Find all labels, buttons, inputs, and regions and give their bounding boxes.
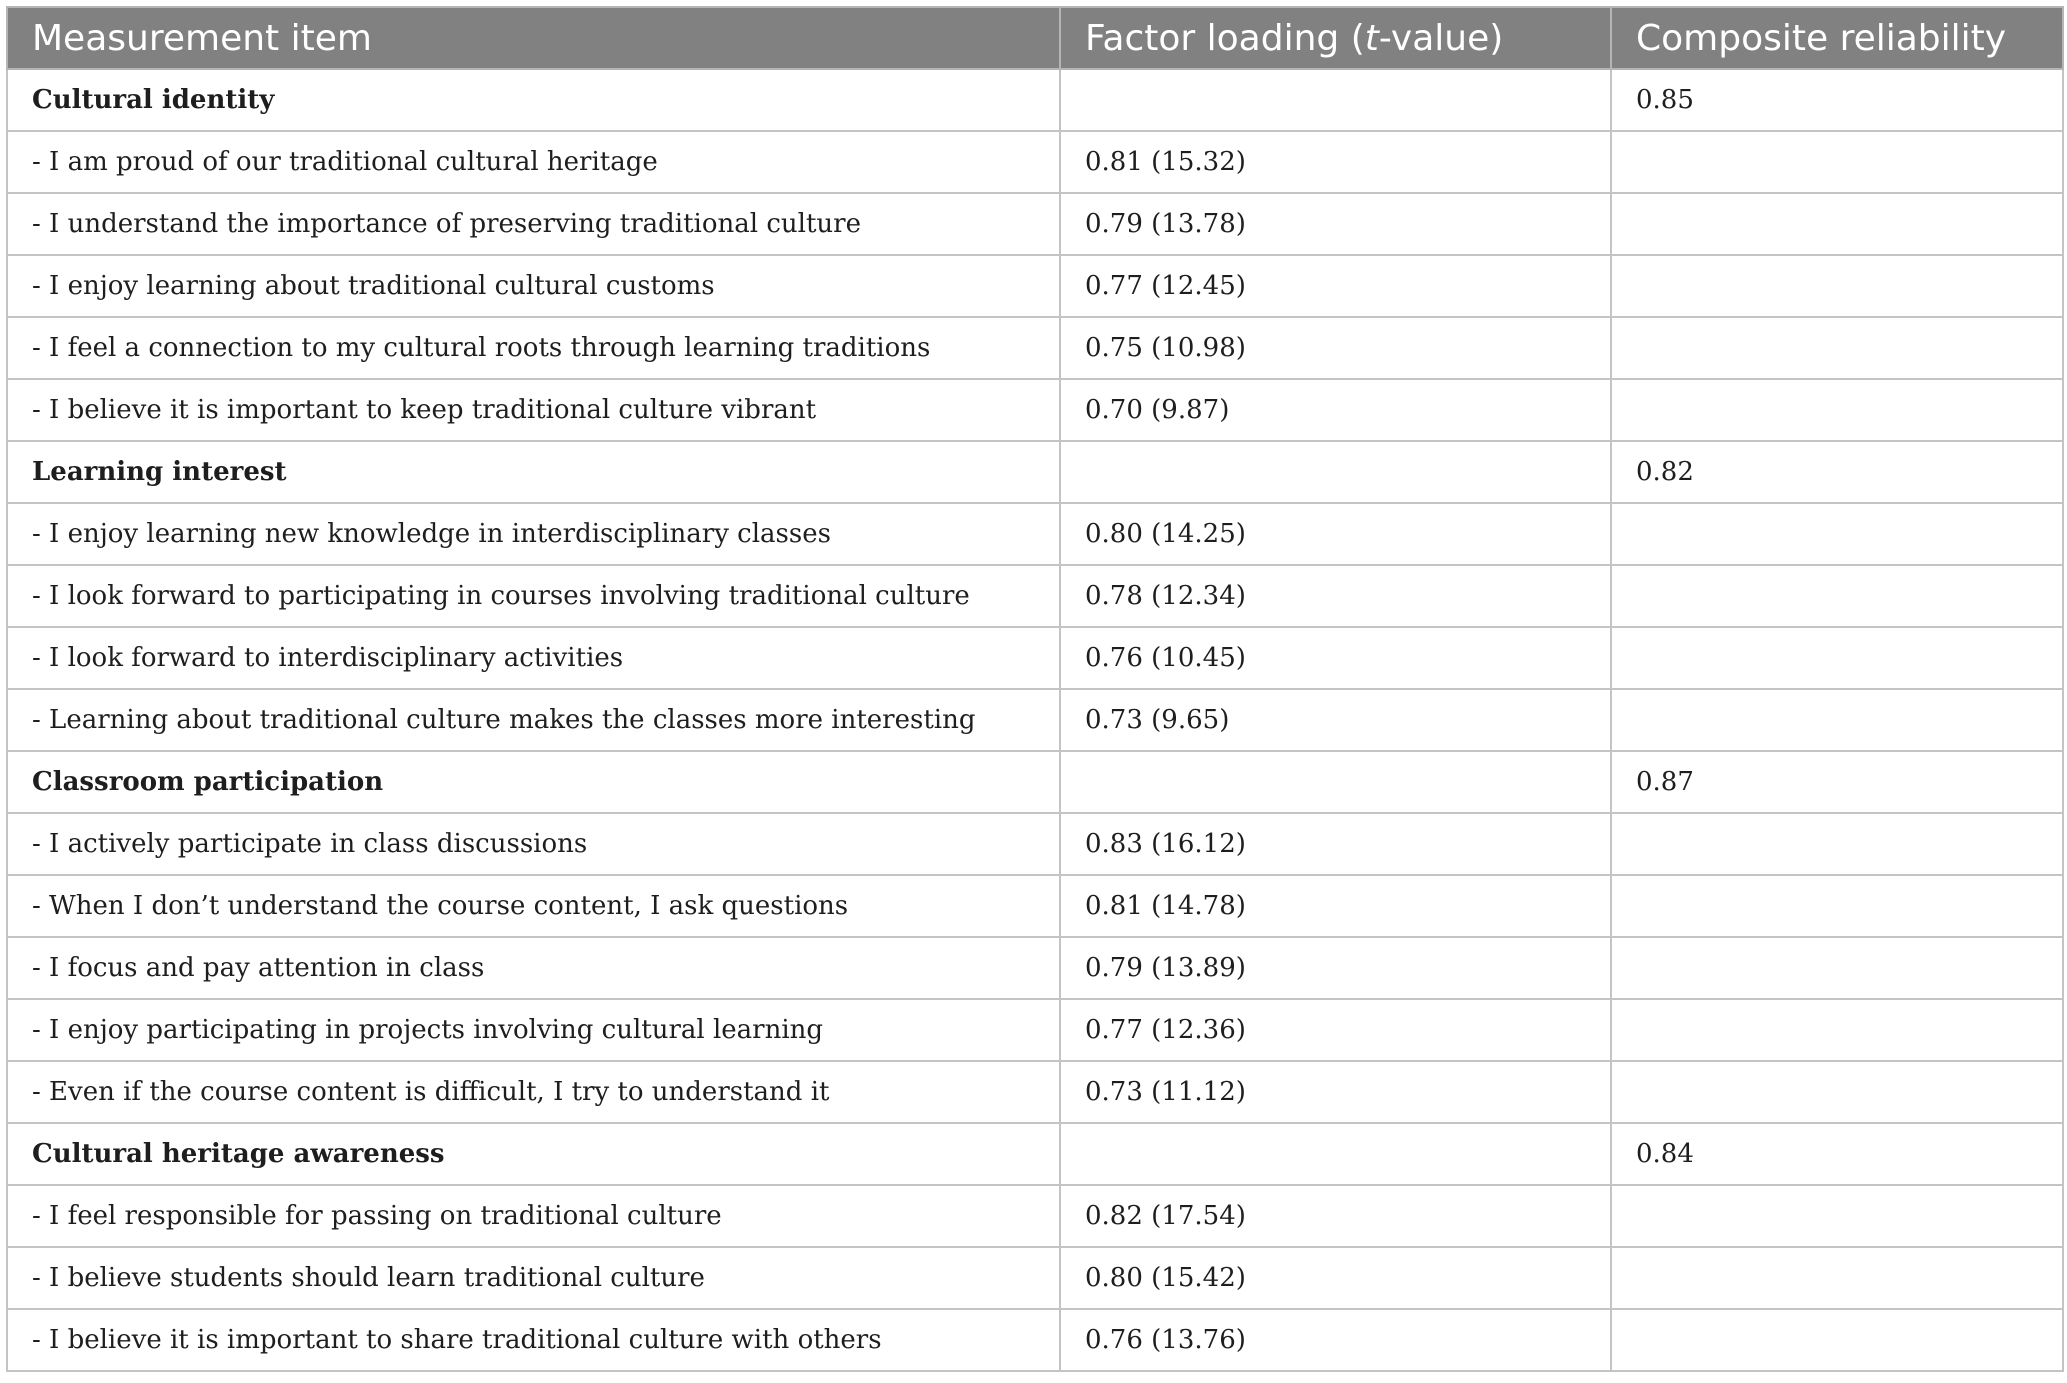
composite-reliability-cell: 0.84 xyxy=(1611,1123,2063,1185)
measurement-item-cell: - I feel responsible for passing on traditional culture xyxy=(7,1185,1060,1247)
measurement-item-cell: - I look forward to participating in courses involving traditional culture xyxy=(7,565,1060,627)
factor-loading-cell: 0.80 (15.42) xyxy=(1060,1247,1611,1309)
factor-loading-cell: 0.80 (14.25) xyxy=(1060,503,1611,565)
table-row xyxy=(7,689,2063,751)
table-row xyxy=(7,751,2063,813)
table-row xyxy=(7,999,2063,1061)
measurement-item-cell: - I believe it is important to keep traditional culture vibrant xyxy=(7,379,1060,441)
measurement-item-cell: - I understand the importance of preserving traditional culture xyxy=(7,193,1060,255)
factor-loading-cell: 0.77 (12.45) xyxy=(1060,255,1611,317)
factor-loading-cell: 0.81 (15.32) xyxy=(1060,131,1611,193)
composite-reliability-cell xyxy=(1611,813,2063,875)
measurement-item-cell: - I believe it is important to share traditional culture with others xyxy=(7,1309,1060,1371)
table-body xyxy=(7,69,2063,1371)
measurement-item-cell: - I look forward to interdisciplinary activities xyxy=(7,627,1060,689)
measurement-item-cell: - I enjoy participating in projects involving cultural learning xyxy=(7,999,1060,1061)
table-row xyxy=(7,1061,2063,1123)
measurement-item-cell: Cultural identity xyxy=(7,69,1060,131)
composite-reliability-cell xyxy=(1611,1061,2063,1123)
composite-reliability-cell xyxy=(1611,689,2063,751)
measurement-item-cell: - I feel a connection to my cultural roots through learning traditions xyxy=(7,317,1060,379)
composite-reliability-cell xyxy=(1611,1185,2063,1247)
header-row xyxy=(7,7,2063,69)
table-row xyxy=(7,627,2063,689)
measurement-item-cell: - Even if the course content is difficult, I try to understand it xyxy=(7,1061,1060,1123)
table-row xyxy=(7,875,2063,937)
measurement-item-cell: Cultural heritage awareness xyxy=(7,1123,1060,1185)
table-row xyxy=(7,1309,2063,1371)
table-row xyxy=(7,317,2063,379)
measurement-table xyxy=(6,6,2064,1372)
measurement-item-cell: - When I don’t understand the course content, I ask questions xyxy=(7,875,1060,937)
header-factor-loading-italic: t xyxy=(1364,17,1379,59)
factor-loading-cell: 0.75 (10.98) xyxy=(1060,317,1611,379)
factor-loading-cell: 0.81 (14.78) xyxy=(1060,875,1611,937)
composite-reliability-cell xyxy=(1611,503,2063,565)
header-measurement-item: Measurement item xyxy=(7,7,1060,69)
header-factor-loading xyxy=(1060,7,1611,69)
measurement-item-cell: - I enjoy learning new knowledge in interdisciplinary classes xyxy=(7,503,1060,565)
measurement-item-cell: Classroom participation xyxy=(7,751,1060,813)
header-factor-loading-prefix: Factor loading ( xyxy=(1085,17,1365,59)
factor-loading-cell: 0.73 (9.65) xyxy=(1060,689,1611,751)
table-row xyxy=(7,69,2063,131)
header-factor-loading-suffix: -value) xyxy=(1378,17,1504,59)
measurement-item-cell: - I enjoy learning about traditional cultural customs xyxy=(7,255,1060,317)
composite-reliability-cell xyxy=(1611,255,2063,317)
measurement-item-cell: Learning interest xyxy=(7,441,1060,503)
factor-loading-cell: 0.79 (13.78) xyxy=(1060,193,1611,255)
factor-loading-cell: 0.70 (9.87) xyxy=(1060,379,1611,441)
composite-reliability-cell xyxy=(1611,937,2063,999)
table-row xyxy=(7,565,2063,627)
factor-loading-cell: 0.73 (11.12) xyxy=(1060,1061,1611,1123)
factor-loading-cell xyxy=(1060,1123,1611,1185)
measurement-item-cell: - I actively participate in class discussions xyxy=(7,813,1060,875)
factor-loading-cell xyxy=(1060,751,1611,813)
composite-reliability-cell xyxy=(1611,193,2063,255)
table-row xyxy=(7,441,2063,503)
measurement-item-cell: - Learning about traditional culture makes the classes more interesting xyxy=(7,689,1060,751)
composite-reliability-cell: 0.85 xyxy=(1611,69,2063,131)
header-composite-reliability: Composite reliability xyxy=(1611,7,2063,69)
factor-loading-cell: 0.83 (16.12) xyxy=(1060,813,1611,875)
table-row xyxy=(7,131,2063,193)
composite-reliability-cell xyxy=(1611,565,2063,627)
table-row xyxy=(7,193,2063,255)
factor-loading-cell: 0.76 (13.76) xyxy=(1060,1309,1611,1371)
table-row xyxy=(7,813,2063,875)
measurement-item-cell: - I believe students should learn traditional culture xyxy=(7,1247,1060,1309)
composite-reliability-cell xyxy=(1611,317,2063,379)
composite-reliability-cell: 0.87 xyxy=(1611,751,2063,813)
measurement-item-cell: - I focus and pay attention in class xyxy=(7,937,1060,999)
composite-reliability-cell xyxy=(1611,1309,2063,1371)
composite-reliability-cell xyxy=(1611,627,2063,689)
table-row xyxy=(7,1123,2063,1185)
composite-reliability-cell xyxy=(1611,1247,2063,1309)
factor-loading-cell: 0.82 (17.54) xyxy=(1060,1185,1611,1247)
composite-reliability-cell xyxy=(1611,131,2063,193)
table-row xyxy=(7,503,2063,565)
table-row xyxy=(7,937,2063,999)
composite-reliability-cell xyxy=(1611,875,2063,937)
factor-loading-cell: 0.78 (12.34) xyxy=(1060,565,1611,627)
factor-loading-cell xyxy=(1060,69,1611,131)
factor-loading-cell: 0.76 (10.45) xyxy=(1060,627,1611,689)
factor-loading-cell: 0.79 (13.89) xyxy=(1060,937,1611,999)
table-row xyxy=(7,379,2063,441)
measurement-item-cell: - I am proud of our traditional cultural heritage xyxy=(7,131,1060,193)
table-row xyxy=(7,1247,2063,1309)
table-row xyxy=(7,255,2063,317)
factor-loading-cell: 0.77 (12.36) xyxy=(1060,999,1611,1061)
factor-loading-cell xyxy=(1060,441,1611,503)
table-row xyxy=(7,1185,2063,1247)
composite-reliability-cell: 0.82 xyxy=(1611,441,2063,503)
composite-reliability-cell xyxy=(1611,379,2063,441)
composite-reliability-cell xyxy=(1611,999,2063,1061)
